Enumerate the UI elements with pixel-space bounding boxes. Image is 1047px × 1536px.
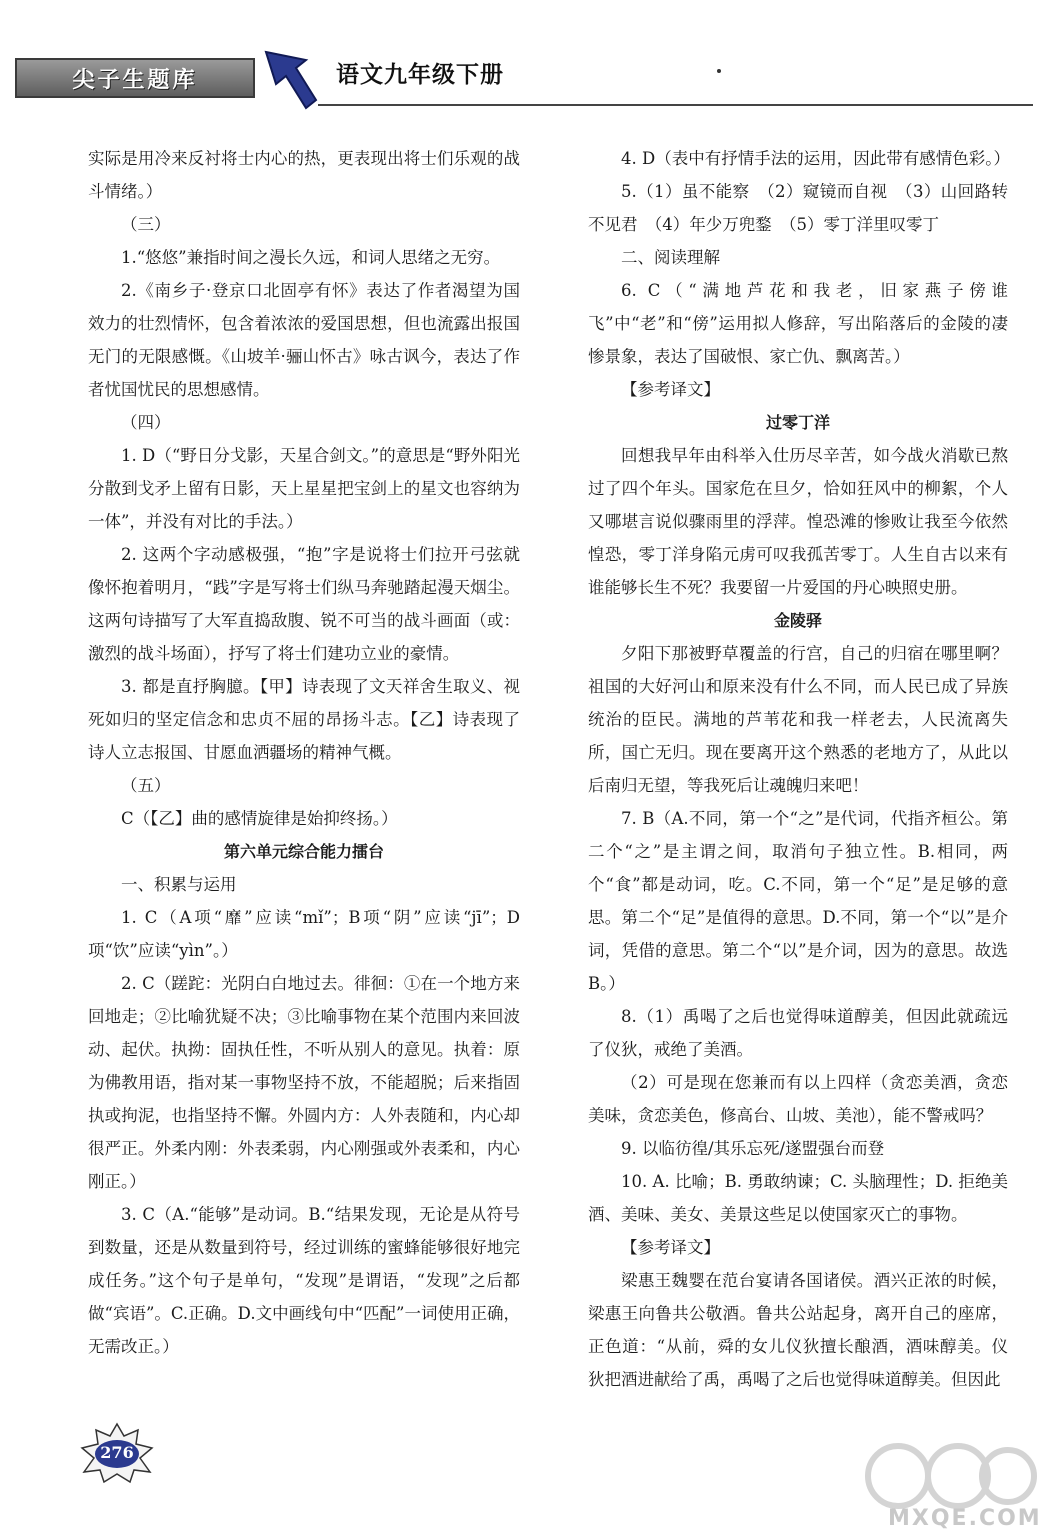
answer-item: 1. C（A项“靡”应读“mǐ”；B项“阴”应读“jī”；D项“饮”应读“yìn”。） — [88, 908, 520, 960]
answer-item: 7. B（A.不同，第一个“之”是代词，代指齐桓公。第二个“之”是主谓之间，取消句子独立性。B.相同，两个“食”都是动词，吃。C.不同，第一个“足”是足够的意思。第二个“足”是值得的意思。D.不同，第一个“以”是介词，凭借的意思。第二个“以”是介词，因为的意思。故选B。） — [588, 809, 1008, 993]
arrow-icon — [262, 48, 318, 110]
page-header — [0, 0, 1047, 120]
poem-title: 过零丁洋 — [765, 413, 830, 432]
section-label: （三） — [121, 215, 171, 234]
poem-title: 金陵驿 — [773, 611, 822, 630]
brand-title: 尖子生题库 — [72, 67, 198, 93]
answer-item: 9. 以临彷徨/其乐忘死/遂盟强台而登 — [621, 1139, 885, 1158]
answer-item: 2.《南乡子·登京口北固亭有怀》表达了作者渴望为国效力的壮烈情怀，包含着浓浓的爱国思想，但也流露出报国无门的无限感慨。《山坡羊·骊山怀古》咏古讽今，表达了作者忧国忧民的思想感情。 — [88, 281, 520, 399]
answer-item: 5.（1）虽不能察 （2）窥镜而自视 （3）山回路转不见君 （4）年少万兜鍪 （5）零丁洋里叹零丁 — [588, 182, 1008, 234]
section-label: （五） — [121, 776, 171, 795]
section-label: 一、积累与运用 — [121, 875, 237, 894]
translation-paragraph: 回想我早年由科举入仕历尽辛苦，如今战火消歇已熬过了四个年头。国家危在旦夕，恰如狂风中的柳絮，个人又哪堪言说似骤雨里的浮萍。惶恐滩的惨败让我至今依然惶恐，零丁洋身陷元虏可叹我孤苦零丁。人生自古以来有谁能够长生不死？我要留一片爱国的丹心映照史册。 — [588, 446, 1008, 597]
answer-item: 3. 都是直抒胸臆。【甲】诗表现了文天祥舍生取义、视死如归的坚定信念和忠贞不屈的昂扬斗志。【乙】诗表现了诗人立志报国、甘愿血洒疆场的精神气概。 — [88, 677, 520, 762]
section-label: 【参考译文】 — [621, 1238, 720, 1257]
translation-paragraph: 夕阳下那被野草覆盖的行宫，自己的归宿在哪里啊？祖国的大好河山和原来没有什么不同，而人民已成了异族统治的臣民。满地的芦苇花和我一样老去，人民流离失所，国亡无归。现在要离开这个熟悉的老地方了，从此以后南归无望，等我死后让魂魄归来吧！ — [588, 644, 1008, 795]
section-label: 二、阅读理解 — [621, 248, 720, 267]
answer-item: 3. C（A.“能够”是动词。B.“结果发现，无论是从符号到数量，还是从数量到符号，经过训练的蜜蜂能够很好地完成任务。”这个句子是单句，“发现”是谓语，“发现”之后都做“宾语”。C.正确。D.文中画线句中“匹配”一词使用正确，无需改正。） — [88, 1205, 520, 1356]
page-number: 276 — [100, 1443, 134, 1462]
header-rule — [318, 104, 1033, 106]
section-label: 【参考译文】 — [621, 380, 720, 399]
answer-item: 6. C（“满地芦花和我老，旧家燕子傍谁飞”中“老”和“傍”运用拟人修辞，写出陷落后的金陵的凄惨景象，表达了国破恨、家亡仇、飘离苦。） — [588, 281, 1008, 366]
answer-item: C（【乙】曲的感情旋律是始抑终扬。） — [121, 809, 398, 828]
answer-item: 2. C（蹉跎：光阴白白地过去。徘徊：①在一个地方来回地走；②比喻犹疑不决；③比喻事物在某个范围内来回波动、起伏。执拗：固执任性，不听从别人的意见。执着：原为佛教用语，指对某一事物坚持不放，不能超脱；后来指固执或拘泥，也指坚持不懈。外圆内方：人外表随和，内心却很严正。外柔内刚：外表柔弱，内心刚强或外表柔和，内心刚正。） — [88, 974, 520, 1191]
answer-item: 4. D（表中有抒情手法的运用，因此带有感情色彩。） — [621, 149, 1010, 168]
answer-item: 8.（1）禹喝了之后也觉得味道醇美，但因此就疏远了仪狄，戒绝了美酒。 — [588, 1007, 1008, 1059]
answer-item: 2. 这两个字动感极强，“抱”字是说将士们拉开弓弦就像怀抱着明月，“践”字是写将士们纵马奔驰踏起漫天烟尘。这两句诗描写了大军直捣敌腹、锐不可当的战斗画面（或：激烈的战斗场面），抒写了将士们建功立业的豪情。 — [88, 545, 520, 663]
watermark-text: MXQE.COM — [888, 1506, 1042, 1531]
unit-heading: 第六单元综合能力擂台 — [223, 842, 384, 861]
left-column — [88, 142, 520, 1363]
translation-paragraph: 梁惠王魏婴在范台宴请各国诸侯。酒兴正浓的时候，梁惠王向鲁共公敬酒。鲁共公站起身，离开自己的座席，正色道：“从前，舜的女儿仪狄擅长酿酒，酒味醇美。仪狄把酒进献给了禹，禹喝了之后也觉得味道醇美。但因此 — [588, 1271, 1008, 1389]
section-label: （四） — [121, 413, 171, 432]
answer-item: 1.“悠悠”兼指时间之漫长久远，和词人思绪之无穷。 — [121, 248, 501, 267]
right-column — [588, 142, 1008, 1396]
book-title: 语文九年级下册 — [336, 62, 504, 88]
paragraph: 实际是用冷来反衬将士内心的热，更表现出将士们乐观的战斗情绪。） — [88, 149, 520, 201]
brand-banner — [15, 58, 255, 98]
answer-item: 10. A. 比喻；B. 勇敢纳谏；C. 头脑理性；D. 拒绝美酒、美味、美女、美景这些足以使国家灭亡的事物。 — [588, 1172, 1008, 1224]
header-dot — [717, 69, 721, 73]
answer-item: （2）可是现在您兼而有以上四样（贪恋美酒，贪恋美味，贪恋美色，修高台、山坡、美池），能不警戒吗？ — [588, 1073, 1008, 1125]
answer-item: 1. D（“野日分戈影，天星合剑文。”的意思是“野外阳光分散到戈矛上留有日影，天上星星把宝剑上的星文也容纳为一体”，并没有对比的手法。） — [88, 446, 520, 531]
